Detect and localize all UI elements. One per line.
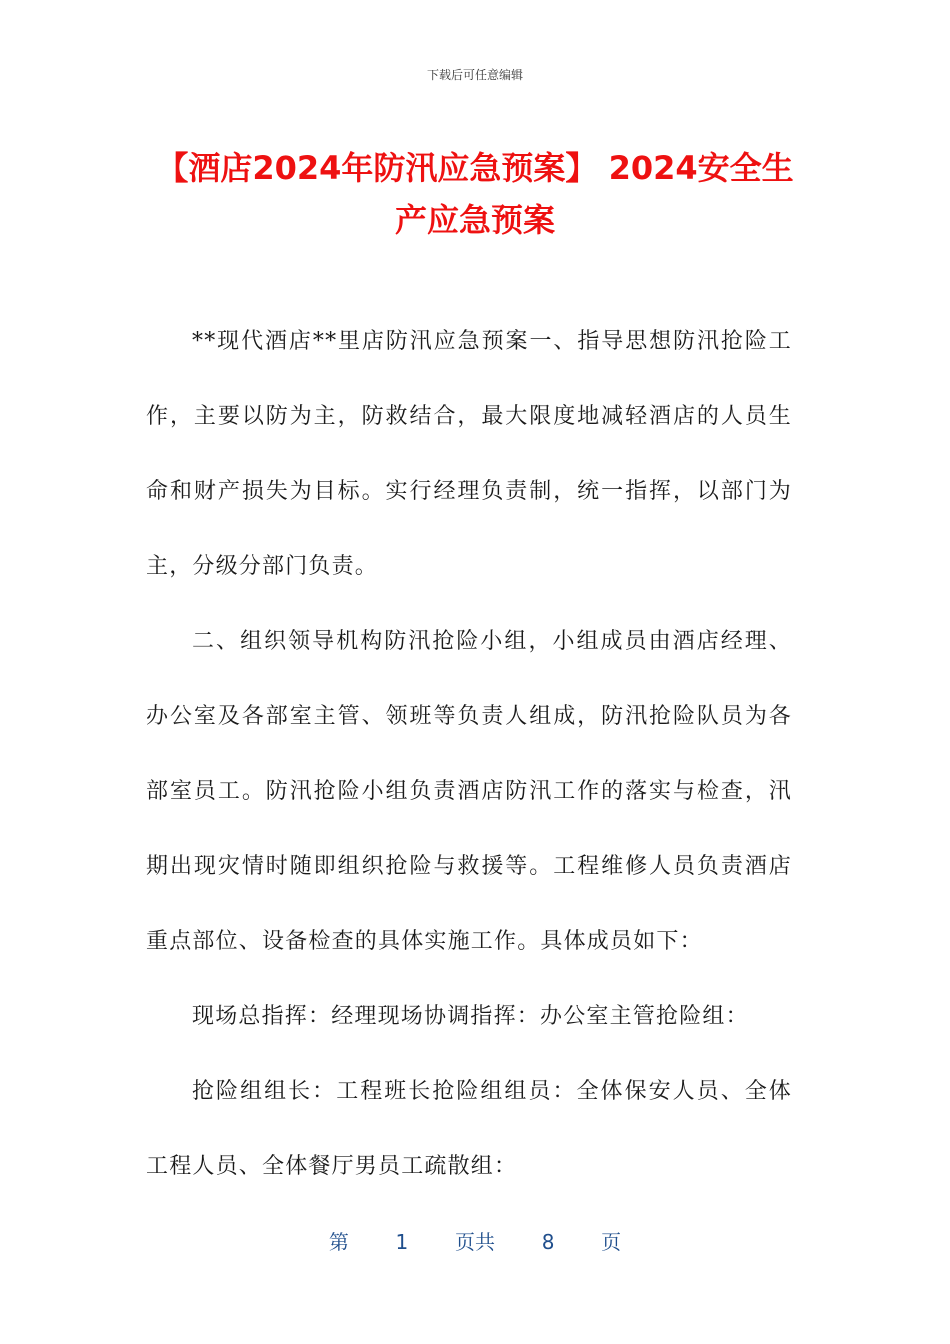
document-title: 【酒店2024年防汛应急预案】 2024安全生产应急预案: [156, 149, 794, 239]
paragraph: 抢险组组长：工程班长抢险组组员：全体保安人员、全体工程人员、全体餐厅男员工疏散组：: [146, 1079, 792, 1179]
footer-current-page: 1: [395, 1230, 409, 1254]
footer-suffix: 页: [601, 1230, 622, 1254]
paragraph: **现代酒店**里店防汛应急预案一、指导思想防汛抢险工作，主要以防为主，防救结合，最大限度地减轻酒店的人员生命和财产损失为目标。实行经理负责制，统一指挥，以部门为主，分级分部门负责。: [146, 329, 792, 579]
footer-middle: 页共: [455, 1230, 495, 1254]
footer-total-pages: 8: [541, 1230, 555, 1254]
paragraph: 二、组织领导机构防汛抢险小组，小组成员由酒店经理、办公室及各部室主管、领班等负责人组成，防汛抢险队员为各部室员工。防汛抢险小组负责酒店防汛工作的落实与检查，汛期出现灾情时随即组织抢险与救援等。工程维修人员负责酒店重点部位、设备检查的具体实施工作。具体成员如下：: [146, 629, 792, 954]
header-note: 下载后可任意编辑: [426, 68, 523, 82]
footer-prefix: 第: [328, 1230, 349, 1254]
page-footer: [0, 1226, 950, 1255]
document-body: [146, 304, 792, 1204]
paragraph: 现场总指挥：经理现场协调指挥：办公室主管抢险组：: [192, 1004, 749, 1029]
